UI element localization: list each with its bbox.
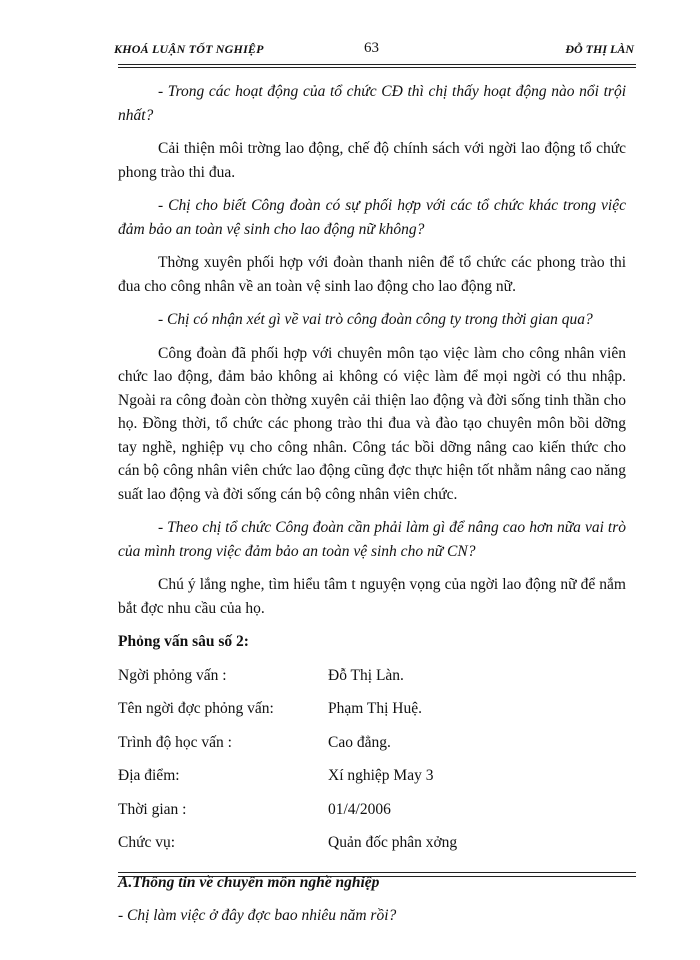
info-label: Chức vụ: [118,834,176,851]
interview-heading: Phỏng vấn sâu số 2: [118,633,249,650]
info-label: Tên ngời đợc phỏng vấn: [118,700,274,717]
header-author-name: ĐỖ THỊ LÀN [565,42,634,56]
header-rule-double [118,67,636,68]
header-thesis-label: KHOÁ LUẬN TỐT NGHIỆP [114,42,264,56]
info-row [118,764,626,798]
info-label: Trình độ học vấn : [118,733,232,751]
answer-paragraph: Công đoàn đã phối hợp với chuyên môn tạo việc làm cho công nhân viên chức lao động, đảm bảo không ai không có việc làm để mọi ngời có thu nhập. Ngoài ra công đoàn còn thờng xuyên cải thiện lao động và đời sống tinh thần cho họ. Đồng thời, tổ chức các phong trào thi đua và đào tạo chuyên môn bồi dỡng tay nghề, nghiệp vụ cho công nhân. Công tác bồi dỡng nâng cao kiến thức cho cán bộ công nhân viên chức lao động cũng đợc thực hiện tốt nhằm nâng cao năng suất lao động và đời sống cán bộ công nhân viên chức. [118,344,626,503]
page-body [118,80,626,938]
info-value: Đỗ Thị Làn. [328,666,404,684]
question-paragraph: - Theo chị tổ chức Công đoàn cần phải làm gì để nâng cao hơn nữa vai trò của mình trong việc đảm bảo an toàn vệ sinh cho nữ CN? [118,519,626,560]
answer-paragraph: Cải thiện môi trờng lao động, chế độ chính sách với ngời lao động tổ chức phong trào thi đua. [118,140,626,181]
answer-paragraph: Thờng xuyên phối hợp với đoàn thanh niên để tổ chức các phong trào thi đua cho công nhân về an toàn vệ sinh lao động cho lao động nữ. [118,254,626,295]
answer-paragraph: Chú ý lắng nghe, tìm hiểu tâm t nguyện vọng của ngời lao động nữ để nắm bắt đợc nhu cầu của họ. [118,576,626,617]
info-label: Ngời phỏng vấn : [118,666,227,684]
question-paragraph: - Chị có nhận xét gì về vai trò công đoàn công ty trong thời gian qua? [158,311,593,328]
footer-rule [118,872,636,873]
question-paragraph: - Chị cho biết Công đoàn có sự phối hợp với các tổ chức khác trong việc đảm bảo an toàn vệ sinh cho lao động nữ không? [118,197,626,238]
page-header [114,40,634,62]
header-rule [118,64,636,65]
question-paragraph: - Chị làm việc ở đây đợc bao nhiêu năm rồi? [118,907,397,924]
page-number: 63 [364,40,379,56]
info-value: Phạm Thị Huệ. [328,700,422,717]
info-label: Địa điểm: [118,767,180,784]
info-value: Cao đẳng. [328,733,391,751]
info-value: Quản đốc phân xởng [328,834,458,851]
section-title: A.Thông tin về chuyên môn nghề nghiệp [118,873,380,891]
interview-info-table [118,664,626,865]
info-row [118,664,626,698]
question-paragraph: - Trong các hoạt động của tổ chức CĐ thì chị thấy hoạt động nào nổi trội nhất? [118,83,626,124]
info-row [118,697,626,731]
info-label: Thời gian : [118,800,187,818]
info-value: 01/4/2006 [328,800,391,818]
info-value: Xí nghiệp May 3 [328,767,434,784]
info-row [118,831,626,865]
info-row [118,731,626,765]
footer-rule-double [118,876,636,877]
info-row [118,798,626,832]
